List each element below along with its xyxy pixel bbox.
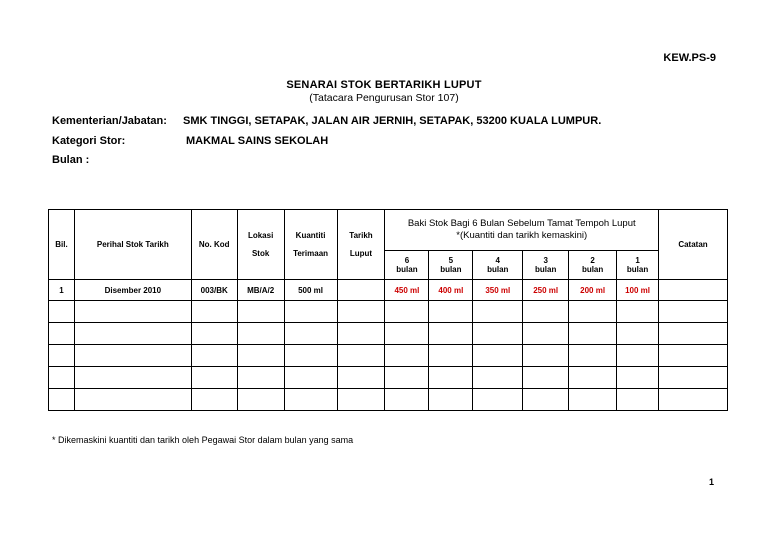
cell-catatan bbox=[659, 280, 728, 301]
month-label: Bulan : bbox=[52, 154, 90, 166]
month-5-num: 5 bbox=[448, 256, 454, 265]
table-row bbox=[49, 301, 728, 323]
header-baki-line1: Baki Stok Bagi 6 Bulan Sebelum Tamat Tempoh Luput bbox=[407, 218, 636, 229]
header-perihal: Perihal Stok Tarikh bbox=[74, 210, 191, 280]
month-1-unit: bulan bbox=[626, 265, 649, 274]
cell-bil: 1 bbox=[49, 280, 75, 301]
header-month-3 bbox=[523, 251, 569, 280]
header-month-1 bbox=[617, 251, 659, 280]
category-value: MAKMAL SAINS SEKOLAH bbox=[186, 135, 329, 147]
month-6-unit: bulan bbox=[396, 265, 418, 274]
header-kuantiti-line2: Terimaan bbox=[293, 249, 329, 258]
header-tarikh bbox=[337, 210, 385, 280]
header-lokasi bbox=[237, 210, 284, 280]
cell-month-6: 450 ml bbox=[385, 280, 429, 301]
month-5-unit: bulan bbox=[440, 265, 462, 274]
month-3-num: 3 bbox=[543, 256, 548, 265]
header-month-5 bbox=[429, 251, 473, 280]
footnote: * Dikemaskini kuantiti dan tarikh oleh Pegawai Stor dalam bulan yang sama bbox=[52, 435, 354, 445]
cell-tarikh bbox=[337, 280, 385, 301]
header-tarikh-line2: Luput bbox=[349, 249, 373, 258]
table-row bbox=[49, 389, 728, 411]
header-kuantiti bbox=[284, 210, 337, 280]
header-row bbox=[49, 210, 728, 251]
header-baki-line2: *(Kuantiti dan tarikh kemaskini) bbox=[456, 230, 588, 241]
ministry-label: Kementerian/Jabatan: bbox=[52, 115, 167, 127]
header-month-6 bbox=[385, 251, 429, 280]
header-no-kod: No. Kod bbox=[191, 210, 237, 280]
cell-month-4: 350 ml bbox=[473, 280, 523, 301]
cell-month-3: 250 ml bbox=[523, 280, 569, 301]
month-3-unit: bulan bbox=[535, 265, 557, 274]
header-lokasi-line1: Lokasi bbox=[247, 231, 274, 240]
header-kuantiti-line1: Kuantiti bbox=[295, 231, 326, 240]
header-month-4 bbox=[473, 251, 523, 280]
stock-table bbox=[48, 209, 728, 411]
month-2-num: 2 bbox=[590, 256, 595, 265]
form-code: KEW.PS-9 bbox=[663, 52, 716, 64]
document-subtitle: (Tatacara Pengurusan Stor 107) bbox=[309, 92, 459, 104]
header-bil: Bil. bbox=[49, 210, 75, 280]
cell-lokasi: MB/A/2 bbox=[237, 280, 284, 301]
header-baki-stok bbox=[385, 210, 659, 251]
ministry-value: SMK TINGGI, SETAPAK, JALAN AIR JERNIH, SETAPAK, 53200 KUALA LUMPUR. bbox=[183, 115, 602, 127]
month-6-num: 6 bbox=[404, 256, 410, 265]
header-tarikh-line1: Tarikh bbox=[349, 231, 373, 240]
cell-month-1: 100 ml bbox=[617, 280, 659, 301]
cell-kuantiti: 500 ml bbox=[284, 280, 337, 301]
table-row bbox=[49, 345, 728, 367]
cell-no-kod: 003/BK bbox=[191, 280, 237, 301]
month-4-num: 4 bbox=[495, 256, 500, 265]
month-4-unit: bulan bbox=[487, 265, 509, 274]
cell-month-5: 400 ml bbox=[429, 280, 473, 301]
table-row bbox=[49, 323, 728, 345]
document-title: SENARAI STOK BERTARIKH LUPUT bbox=[286, 79, 482, 91]
table-row bbox=[49, 280, 728, 301]
header-month-2 bbox=[569, 251, 617, 280]
page-number: 1 bbox=[708, 477, 714, 487]
cell-perihal: Disember 2010 bbox=[74, 280, 191, 301]
header-catatan: Catatan bbox=[659, 210, 728, 280]
header-lokasi-line2: Stok bbox=[251, 249, 270, 258]
cell-month-2: 200 ml bbox=[569, 280, 617, 301]
month-1-num: 1 bbox=[635, 256, 640, 265]
category-label: Kategori Stor: bbox=[52, 135, 126, 147]
table-row bbox=[49, 367, 728, 389]
month-2-unit: bulan bbox=[581, 265, 604, 274]
